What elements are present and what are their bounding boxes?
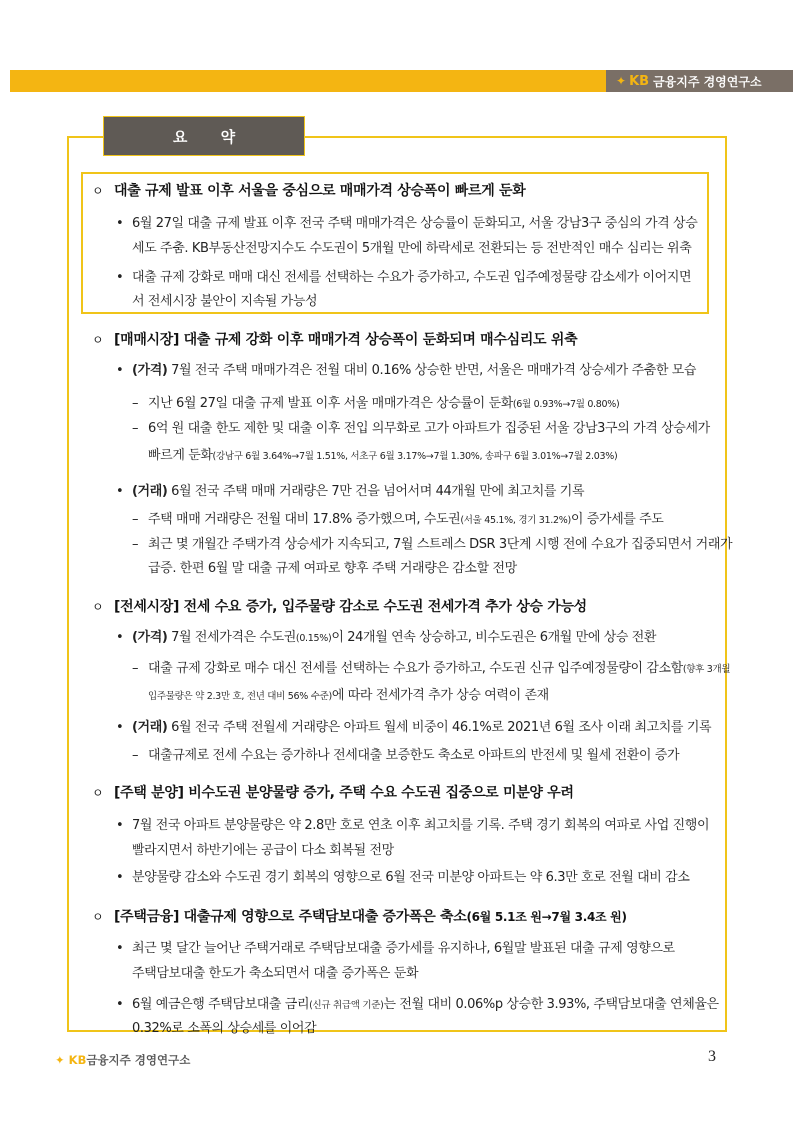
bullet-line: • (거래) 6월 전국 주택 전월세 거래량은 아파트 월세 비중이 46.1%로 2021년 6월 조사 이래 최고치를 기록 — [116, 720, 712, 735]
bullet-line: • 6월 27일 대출 규제 발표 이후 전국 주택 매매가격은 상승률이 둔화되고, 서울 강남3구 중심의 가격 상승 — [116, 216, 698, 231]
bullet-line-cont: 0.32%로 소폭의 상승세를 이어감 — [132, 1021, 317, 1036]
bullet-icon: • — [116, 997, 124, 1012]
brand-name: 금융지주 경영연구소 — [653, 74, 762, 89]
bullet-line: • 대출 규제 강화로 매매 대신 전세를 선택하는 수요가 증가하고, 수도권 입주예정물량 감소세가 이어지면 — [116, 270, 692, 285]
header-accent-bar — [10, 70, 608, 92]
section3-heading: ㅇ [전세시장] 전세 수요 증가, 입주물량 감소로 수도권 전세가격 추가 상승 가능성 — [92, 599, 587, 615]
dash-icon: – — [132, 537, 139, 552]
kb-star-icon: ✦ — [55, 1053, 65, 1067]
dash-icon: – — [132, 512, 139, 527]
circle-bullet-icon: ㅇ — [92, 600, 104, 614]
section4-heading: ㅇ [주택 분양] 비수도권 분양물량 증가, 주택 수요 수도권 집중으로 미분양 우려 — [92, 785, 574, 801]
bullet-icon: • — [116, 818, 124, 833]
dash-line: – 최근 몇 개월간 주택가격 상승세가 지속되고, 7월 스트레스 DSR 3단계 시행 전에 수요가 집중되면서 거래가 — [132, 537, 733, 552]
bullet-line: • (가격) 7월 전세가격은 수도권(0.15%)이 24개월 연속 상승하고, 비수도권은 6개월 만에 상승 전환 — [116, 630, 657, 645]
dash-line-cont: 입주물량은 약 2.3만 호, 전년 대비 56% 수준)에 따라 전세가격 추가 상승 여력이 존재 — [148, 688, 549, 703]
bullet-icon: • — [116, 630, 124, 645]
bullet-icon: • — [116, 870, 124, 885]
kb-star-icon: ✦ — [616, 74, 627, 88]
circle-bullet-icon: ㅇ — [92, 786, 104, 800]
dash-icon: – — [132, 661, 139, 676]
bullet-line-cont: 서 전세시장 불안이 지속될 가능성 — [132, 294, 318, 309]
bullet-icon: • — [116, 941, 124, 956]
dash-line: – 지난 6월 27일 대출 규제 발표 이후 서울 매매가격은 상승률이 둔화(6월 0.93%→7월 0.80%) — [132, 396, 620, 411]
bullet-icon: • — [116, 270, 124, 285]
section1-heading: ㅇ 대출 규제 발표 이후 서울을 중심으로 매매가격 상승폭이 빠르게 둔화 — [92, 183, 526, 199]
brand-kb: KB — [629, 73, 650, 89]
summary-tab: 요 약 — [103, 116, 305, 156]
section2-heading: ㅇ [매매시장] 대출 규제 강화 이후 매매가격 상승폭이 둔화되며 매수심리도 위축 — [92, 332, 578, 348]
bullet-icon: • — [116, 484, 124, 499]
dash-icon: – — [132, 396, 139, 411]
bullet-line: • (가격) 7월 전국 주택 매매가격은 전월 대비 0.16% 상승한 반면, 서울은 매매가격 상승세가 주춤한 모습 — [116, 363, 697, 378]
bullet-line: • 7월 전국 아파트 분양물량은 약 2.8만 호로 연초 이후 최고치를 기록. 주택 경기 회복의 여파로 사업 진행이 — [116, 818, 710, 833]
dash-line: – 대출규제로 전세 수요는 증가하나 전세대출 보증한도 축소로 아파트의 반전세 및 월세 전환이 증가 — [132, 748, 680, 763]
bullet-line: • 6월 예금은행 주택담보대출 금리(신규 취급액 기준)는 전월 대비 0.06%p 상승한 3.93%, 주택담보대출 연체율은 — [116, 997, 719, 1012]
circle-bullet-icon: ㅇ — [92, 910, 104, 924]
header-brand — [606, 70, 793, 92]
page-number: 3 — [708, 1048, 716, 1065]
circle-bullet-icon: ㅇ — [92, 333, 104, 347]
bullet-line-cont: 빨라지면서 하반기에는 공급이 다소 회복될 전망 — [132, 843, 394, 858]
dash-line-cont: 급증. 한편 6월 말 대출 규제 여파로 향후 주택 거래량은 감소할 전망 — [148, 561, 517, 576]
dash-line-cont: 빠르게 둔화(강남구 6월 3.64%→7월 1.51%, 서초구 6월 3.17%→7월 1.30%, 송파구 6월 3.01%→7월 2.03%) — [148, 448, 618, 463]
dash-line: – 6억 원 대출 한도 제한 및 대출 이후 전입 의무화로 고가 아파트가 집중된 서울 강남3구의 가격 상승세가 — [132, 421, 710, 436]
bullet-icon: • — [116, 720, 124, 735]
bullet-line: • 분양물량 감소와 수도권 경기 회복의 영향으로 6월 전국 미분양 아파트는 약 6.3만 호로 전월 대비 감소 — [116, 870, 690, 885]
dash-line: – 주택 매매 거래량은 전월 대비 17.8% 증가했으며, 수도권(서울 45.1%, 경기 31.2%)이 증가세를 주도 — [132, 512, 664, 527]
bullet-line: • 최근 몇 달간 늘어난 주택거래로 주택담보대출 증가세를 유지하나, 6월말 발표된 대출 규제 영향으로 — [116, 941, 675, 956]
bullet-icon: • — [116, 216, 124, 231]
dash-icon: – — [132, 421, 139, 436]
bullet-line: • (거래) 6월 전국 주택 매매 거래량은 7만 건을 넘어서며 44개월 만에 최고치를 기록 — [116, 484, 585, 499]
bullet-line-cont: 세도 주춤. KB부동산전망지수도 수도권이 5개월 만에 하락세로 전환되는 등 전반적인 매수 심리는 위축 — [132, 241, 692, 256]
dash-icon: – — [132, 748, 139, 763]
bullet-line-cont: 주택담보대출 한도가 축소되면서 대출 증가폭은 둔화 — [132, 966, 419, 981]
circle-bullet-icon: ㅇ — [92, 184, 104, 198]
bullet-icon: • — [116, 363, 124, 378]
dash-line: – 대출 규제 강화로 매수 대신 전세를 선택하는 수요가 증가하고, 수도권 신규 입주예정물량이 감소함(향후 3개월 — [132, 661, 731, 676]
footer-brand: ✦ KB금융지주 경영연구소 — [55, 1053, 191, 1067]
section5-heading: ㅇ [주택금융] 대출규제 영향으로 주택담보대출 증가폭은 축소(6월 5.1조 원→7월 3.4조 원) — [92, 909, 627, 925]
